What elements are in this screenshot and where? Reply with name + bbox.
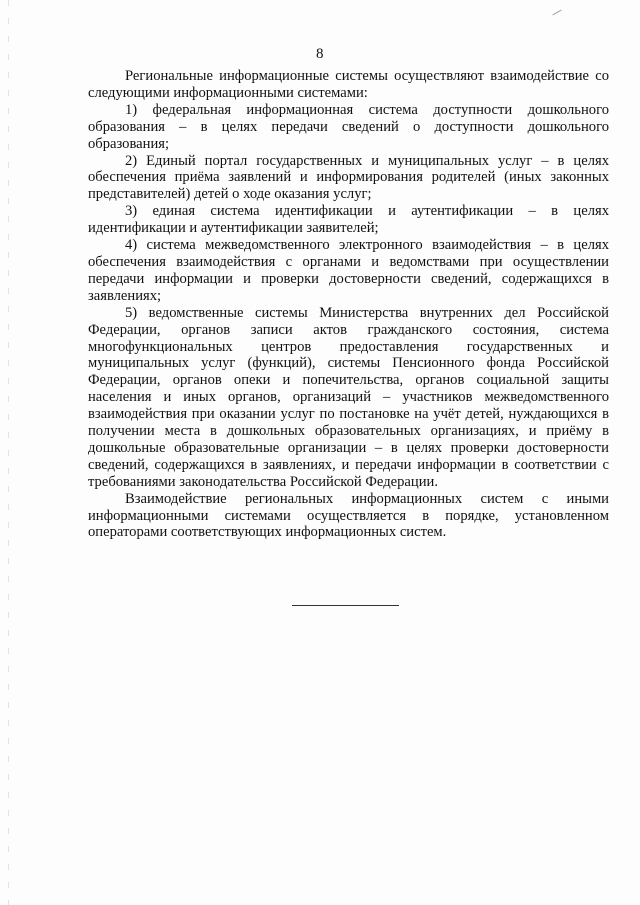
paragraph-conclusion: Взаимодействие региональных информационных систем с иными информационными системами осуществляется в порядке, установленном операторами соответствующих информационных систем. (88, 490, 609, 541)
paragraph-item-4: 4) система межведомственного электронного взаимодействия – в целях обеспечения взаимодействия с органами и ведомствами при осуществлении передачи информации и проверки достоверности сведений, содержащихся в заявлениях; (88, 237, 609, 304)
paragraph-item-5: 5) ведомственные системы Министерства внутренних дел Российской Федерации, органов записи актов гражданского состояния, система многофункциональных центров предоставления государственных и муниципальных услуг (функций), системы Пенсионного фонда Российской Федерации, органов опеки и попечительства, органов социальной защиты населения и иных органов, организаций – участников межведомственного взаимодействия при оказании услуг по постановке на учёт детей, нуждающихся в получении места в дошкольных образовательных организациях, и приёму в дошкольные образовательные организации – в целях проверки достоверности сведений, содержащихся в заявлениях, и передачи информации в соответствии с требованиями законодательства Российской Федерации. (88, 304, 609, 490)
paragraph-item-1: 1) федеральная информационная система доступности дошкольного образования – в целях передачи сведений о доступности дошкольного образования; (88, 101, 609, 152)
scan-artifact (552, 10, 561, 16)
document-body (88, 68, 609, 541)
paragraph-item-3: 3) единая система идентификации и аутентификации – в целях идентификации и аутентификации заявителей; (88, 203, 609, 237)
end-divider-line (292, 605, 399, 606)
paragraph-item-2: 2) Единый портал государственных и муниципальных услуг – в целях обеспечения приёма заявлений и информирования родителей (иных законных представителей) детей о ходе оказания услуг; (88, 152, 609, 203)
paragraph-intro: Региональные информационные системы осуществляют взаимодействие со следующими информационными системами: (88, 68, 609, 101)
page-number: 8 (316, 46, 324, 62)
scan-edge-marks (8, 0, 9, 905)
